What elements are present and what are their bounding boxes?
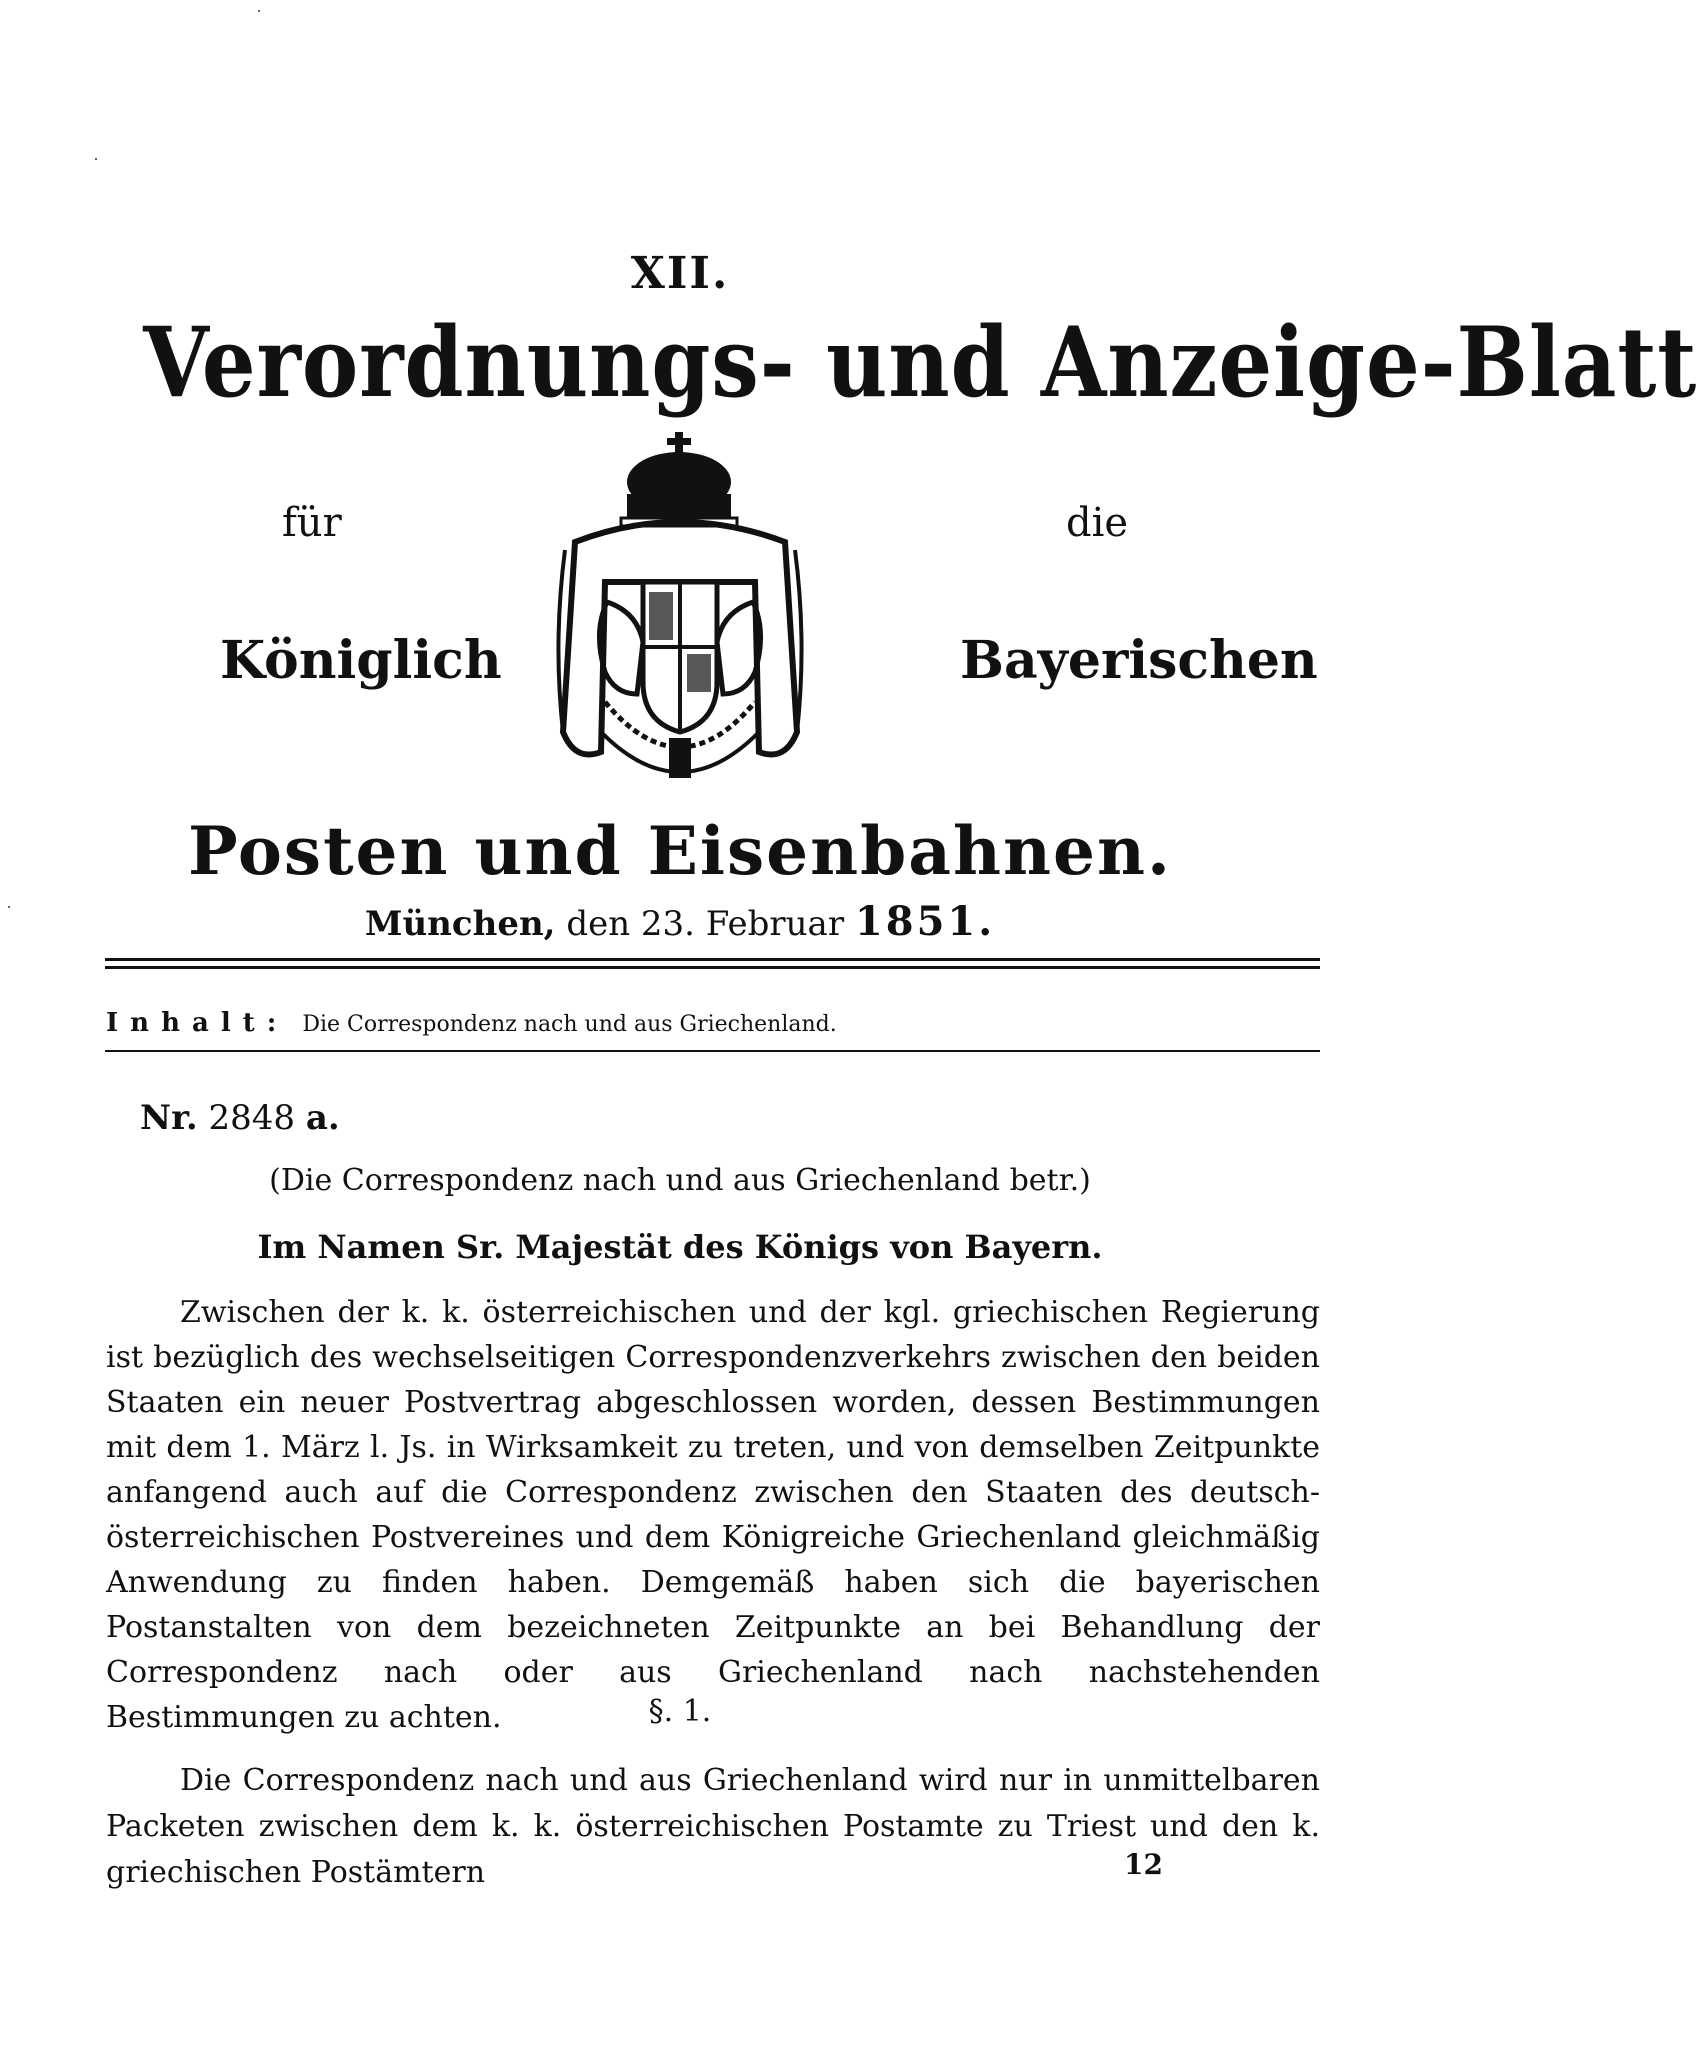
masthead-die: die [1066, 500, 1129, 546]
article-subject: (Die Correspondenz nach und aus Griechenland betr.) [269, 1163, 1091, 1198]
contents-text: Die Correspondenz nach und aus Griechenland. [302, 1012, 837, 1037]
masthead-bayerischen: Bayerischen [960, 630, 1318, 691]
shield-icon [643, 582, 717, 732]
double-rule-top [105, 958, 1320, 961]
dateline-year: 1851. [854, 898, 996, 945]
contents-divider [105, 1050, 1320, 1052]
masthead-title: Verordnungs- und Anzeige-Blatt [143, 306, 1697, 419]
masthead-posten-und-eisenbahnen: Posten und Eisenbahnen. [188, 812, 1172, 890]
scan-speck [258, 10, 260, 12]
masthead-fuer: für [282, 500, 342, 546]
contents-label: Inhalt: [106, 1008, 289, 1038]
dateline [0, 898, 1360, 945]
table-of-contents [106, 1008, 837, 1038]
double-rule-bottom [105, 966, 1320, 969]
coat-of-arms-emblem [545, 432, 815, 802]
page-number: 12 [1124, 1848, 1163, 1881]
section-heading: §. 1. [648, 1694, 712, 1729]
article-paragraph-2: Die Correspondenz nach und aus Griechenland wird nur in unmittelbaren Packeten zwischen dem k. k. österreichischen Postamte zu Triest und den k. griechischen Postämtern [106, 1763, 1320, 1890]
issue-number: XII. [630, 248, 730, 299]
article-number-suffix: a. [305, 1098, 340, 1138]
article-paragraph-1: Zwischen der k. k. österreichischen und der kgl. griechischen Regierung ist bezüglich des wechselseitigen Correspondenzverkehrs zwischen den beiden Staaten ein neuer Postvertrag abgeschlossen worden, dessen Bestimmungen mit dem 1. März l. Js. in Wirksamkeit zu treten, und von demselben Zeitpunkte anfangend auch auf die Correspondenz zwischen den Staaten des deutsch-österreichischen Postvereines und dem Königreiche Griechenland gleichmäßig Anwendung zu finden haben. Demgemäß haben sich die bayerischen Postanstalten von dem bezeichneten Zeitpunkte an bei Behandlung der Correspondenz nach oder aus Griechenland nach nachstehenden Bestimmungen zu achten. [106, 1295, 1320, 1735]
article-number-prefix: Nr. [140, 1098, 198, 1138]
scan-speck [95, 158, 97, 160]
article-number-value: 2848 [197, 1098, 306, 1138]
royal-preamble: Im Namen Sr. Majestät des Königs von Bayern. [257, 1228, 1103, 1266]
crown-icon [621, 432, 737, 526]
masthead-koeniglich: Königlich [220, 630, 502, 691]
article-number [140, 1098, 340, 1138]
dateline-date: den 23. Februar [555, 904, 855, 944]
scan-speck [8, 906, 10, 908]
dateline-city: München, [364, 904, 556, 944]
